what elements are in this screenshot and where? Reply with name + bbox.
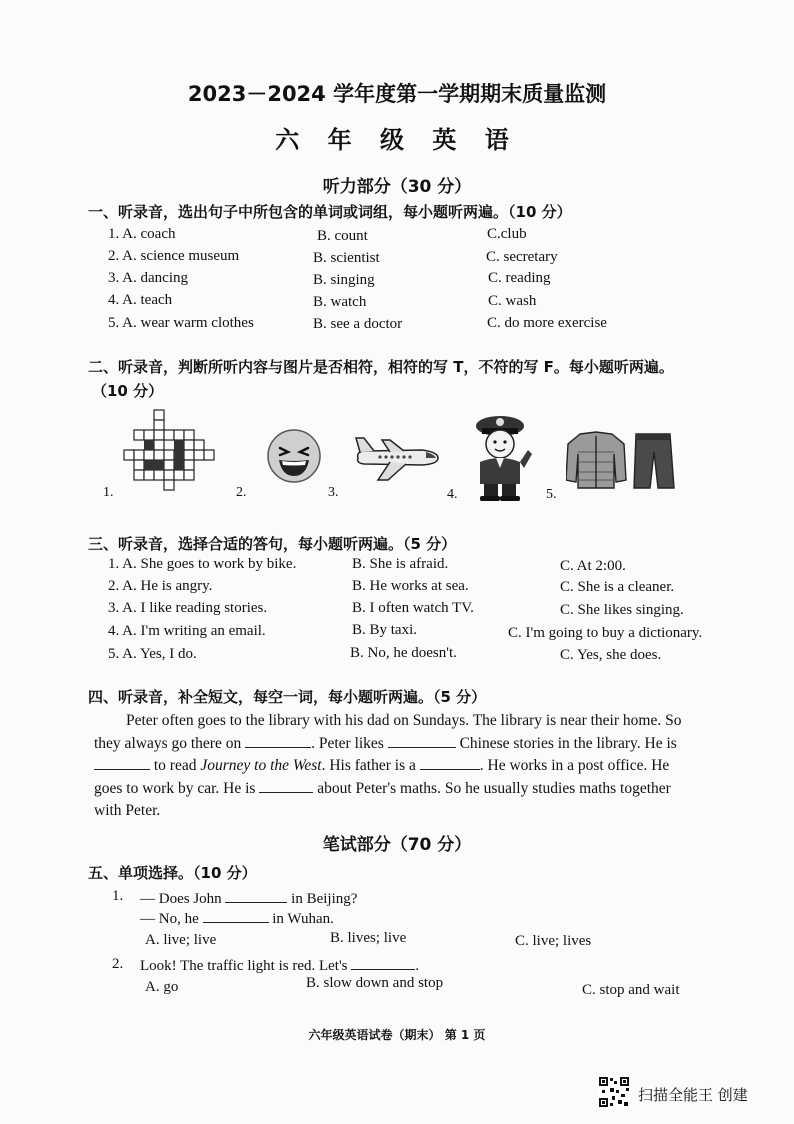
section4-passage bbox=[94, 710, 734, 823]
s1-q5-a: 5. A. wear warm clothes bbox=[108, 315, 254, 331]
s1-q5-c: C. do more exercise bbox=[487, 315, 607, 331]
s5-q2-line: Look! The traffic light is red. Let's . bbox=[140, 955, 419, 975]
s3-q2-a: 2. A. He is angry. bbox=[108, 578, 213, 594]
s3-q1-c: C. At 2:00. bbox=[560, 558, 626, 574]
s1-q4-c: C. wash bbox=[488, 293, 537, 309]
s3-q4-b: B. By taxi. bbox=[352, 622, 418, 638]
exam-subtitle: 六 年 级 英 语 bbox=[275, 126, 519, 154]
s2-num-1: 1. bbox=[103, 485, 114, 500]
exam-title: 2023－2024 学年度第一学期期末质量监测 bbox=[187, 82, 607, 106]
s1-q1-a: 1. A. coach bbox=[108, 226, 176, 242]
blank-5[interactable] bbox=[259, 778, 313, 793]
s3-q5-a: 5. A. Yes, I do. bbox=[108, 646, 197, 662]
s3-q4-a: 4. A. I'm writing an email. bbox=[108, 623, 266, 639]
s3-q3-b: B. I often watch TV. bbox=[352, 600, 474, 616]
s1-q1-b: B. count bbox=[317, 228, 368, 244]
s5-q1-blank-1[interactable] bbox=[225, 888, 287, 903]
passage-line-5: with Peter. bbox=[94, 802, 161, 820]
passage-line-1: Peter often goes to the library with his dad on Sundays. The library is near their home. So bbox=[126, 712, 682, 729]
s5-q1-opt-a: A. live; live bbox=[145, 932, 217, 948]
page-footer: 六年级英语试卷（期末） 第 1 页 bbox=[308, 1028, 486, 1042]
s1-q2-c: C. secretary bbox=[486, 249, 558, 265]
s5-q1-blank-2[interactable] bbox=[203, 908, 269, 923]
s1-q3-a: 3. A. dancing bbox=[108, 270, 188, 286]
s1-q3-c: C. reading bbox=[488, 270, 551, 286]
s5-q1-line2: — No, he in Wuhan. bbox=[140, 908, 334, 928]
s5-q1-line1: — Does John in Beijing? bbox=[140, 888, 357, 908]
s3-q4-c: C. I'm going to buy a dictionary. bbox=[508, 625, 703, 641]
s2-num-4: 4. bbox=[447, 487, 458, 502]
s3-q5-c: C. Yes, she does. bbox=[560, 647, 662, 663]
section5-instruction: 五、单项选择。（10 分） bbox=[88, 864, 257, 882]
police-officer-icon bbox=[466, 410, 536, 502]
blank-3[interactable] bbox=[94, 755, 150, 770]
s5-q2-opt-b: B. slow down and stop bbox=[306, 975, 444, 991]
s3-q3-a: 3. A. I like reading stories. bbox=[108, 600, 268, 616]
blank-1[interactable] bbox=[245, 733, 311, 748]
s1-q3-b: B. singing bbox=[313, 272, 375, 288]
s5-q1-opt-c: C. live; lives bbox=[515, 933, 592, 949]
s2-num-2: 2. bbox=[236, 485, 247, 500]
passage-line-4: goes to work by car. He is about Peter's maths. So he usually studies maths together bbox=[94, 779, 671, 797]
crossword-puzzle-icon bbox=[122, 408, 222, 496]
s3-q3-c: C. She likes singing. bbox=[560, 602, 684, 618]
s3-q1-a: 1. A. She goes to work by bike. bbox=[108, 556, 297, 572]
section1-instruction: 一、听录音，选出句子中所包含的单词或词组，每小题听两遍。（10 分） bbox=[88, 203, 572, 221]
s5-q1-num: 1. bbox=[112, 888, 124, 904]
s3-q2-b: B. He works at sea. bbox=[352, 578, 469, 594]
writing-part-header: 笔试部分（70 分） bbox=[322, 835, 472, 855]
blank-2[interactable] bbox=[388, 733, 456, 748]
jacket-and-pants-icon bbox=[566, 430, 686, 492]
qr-code-icon bbox=[598, 1076, 630, 1108]
s1-q2-b: B. scientist bbox=[313, 250, 380, 266]
s3-q5-b: B. No, he doesn't. bbox=[350, 645, 457, 661]
blank-4[interactable] bbox=[420, 755, 480, 770]
section4-instruction: 四、听录音，补全短文，每空一词，每小题听两遍。（5 分） bbox=[88, 688, 487, 706]
s5-q2-opt-a: A. go bbox=[145, 979, 179, 995]
section3-instruction: 三、听录音，选择合适的答句，每小题听两遍。（5 分） bbox=[88, 535, 457, 553]
s3-q1-b: B. She is afraid. bbox=[352, 556, 449, 572]
s1-q4-b: B. watch bbox=[313, 294, 367, 310]
s2-num-3: 3. bbox=[328, 485, 339, 500]
s1-q5-b: B. see a doctor bbox=[313, 316, 403, 332]
s5-q2-num: 2. bbox=[112, 956, 124, 972]
section2-instruction-line2: （10 分） bbox=[92, 382, 164, 400]
s5-q2-opt-c: C. stop and wait bbox=[582, 982, 680, 998]
s5-q1-opt-b: B. lives; live bbox=[330, 930, 407, 946]
scanner-watermark: 扫描全能王 创建 bbox=[638, 1086, 748, 1104]
passage-line-2: they always go there on . Peter likes Chinese stories in the library. He is bbox=[94, 734, 677, 752]
s1-q1-c: C.club bbox=[487, 226, 527, 242]
section2-instruction-line1: 二、听录音，判断所听内容与图片是否相符，相符的写 T，不符的写 F。每小题听两遍。 bbox=[88, 358, 674, 376]
s3-q2-c: C. She is a cleaner. bbox=[560, 579, 675, 595]
passage-line-3: to read Journey to the West. His father is a . He works in a post office. He bbox=[94, 755, 734, 778]
s5-q2-blank[interactable] bbox=[351, 955, 415, 970]
laughing-face-icon bbox=[266, 428, 322, 484]
s2-num-5: 5. bbox=[546, 487, 557, 502]
s1-q4-a: 4. A. teach bbox=[108, 292, 173, 308]
airplane-icon bbox=[352, 430, 442, 484]
listening-part-header: 听力部分（30 分） bbox=[322, 177, 472, 197]
s1-q2-a: 2. A. science museum bbox=[108, 248, 240, 264]
